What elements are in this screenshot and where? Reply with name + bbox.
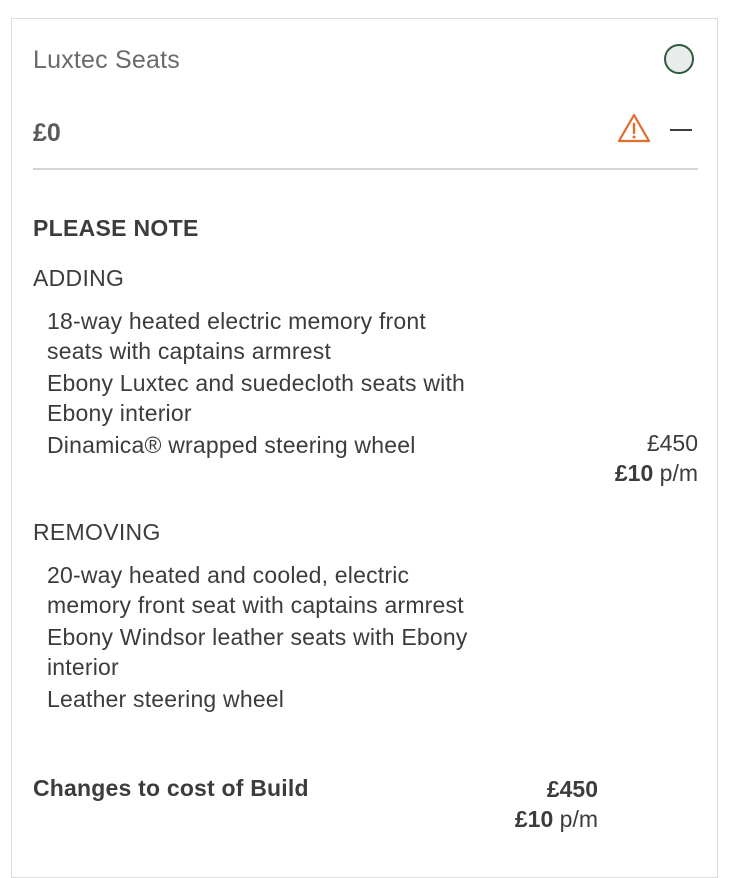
option-card: [11, 18, 718, 878]
changes-cost-label: Changes to cost of Build: [33, 775, 309, 801]
changes-cost-price: £450: [546, 776, 598, 802]
list-item: Ebony Windsor leather seats with Ebony interior: [47, 624, 468, 680]
adding-label: ADDING: [33, 265, 125, 291]
option-price: £0: [33, 119, 61, 147]
warning-triangle-icon[interactable]: [616, 112, 652, 144]
adding-list: [47, 306, 487, 462]
adding-amount: [552, 428, 698, 488]
list-item: Leather steering wheel: [47, 686, 285, 712]
divider: [33, 168, 698, 170]
please-note-heading: PLEASE NOTE: [33, 215, 199, 241]
list-item: Ebony Luxtec and suedecloth seats with Ebony interior: [47, 370, 466, 426]
changes-cost-monthly: £10 p/m: [514, 806, 598, 832]
list-item: 20-way heated and cooled, electric memory front seat with captains armrest: [47, 562, 464, 618]
adding-price: £450: [646, 430, 698, 456]
adding-monthly: £10 p/m: [614, 460, 698, 486]
list-item: 18-way heated electric memory front seats with captains armrest: [47, 308, 426, 364]
removing-list: [47, 560, 487, 716]
removing-label: REMOVING: [33, 519, 161, 545]
changes-cost-amount: [452, 774, 598, 834]
collapse-minus-icon[interactable]: [668, 117, 694, 143]
option-select-radio[interactable]: [664, 44, 694, 74]
list-item: Dinamica® wrapped steering wheel: [47, 432, 416, 458]
option-title: Luxtec Seats: [33, 46, 180, 74]
